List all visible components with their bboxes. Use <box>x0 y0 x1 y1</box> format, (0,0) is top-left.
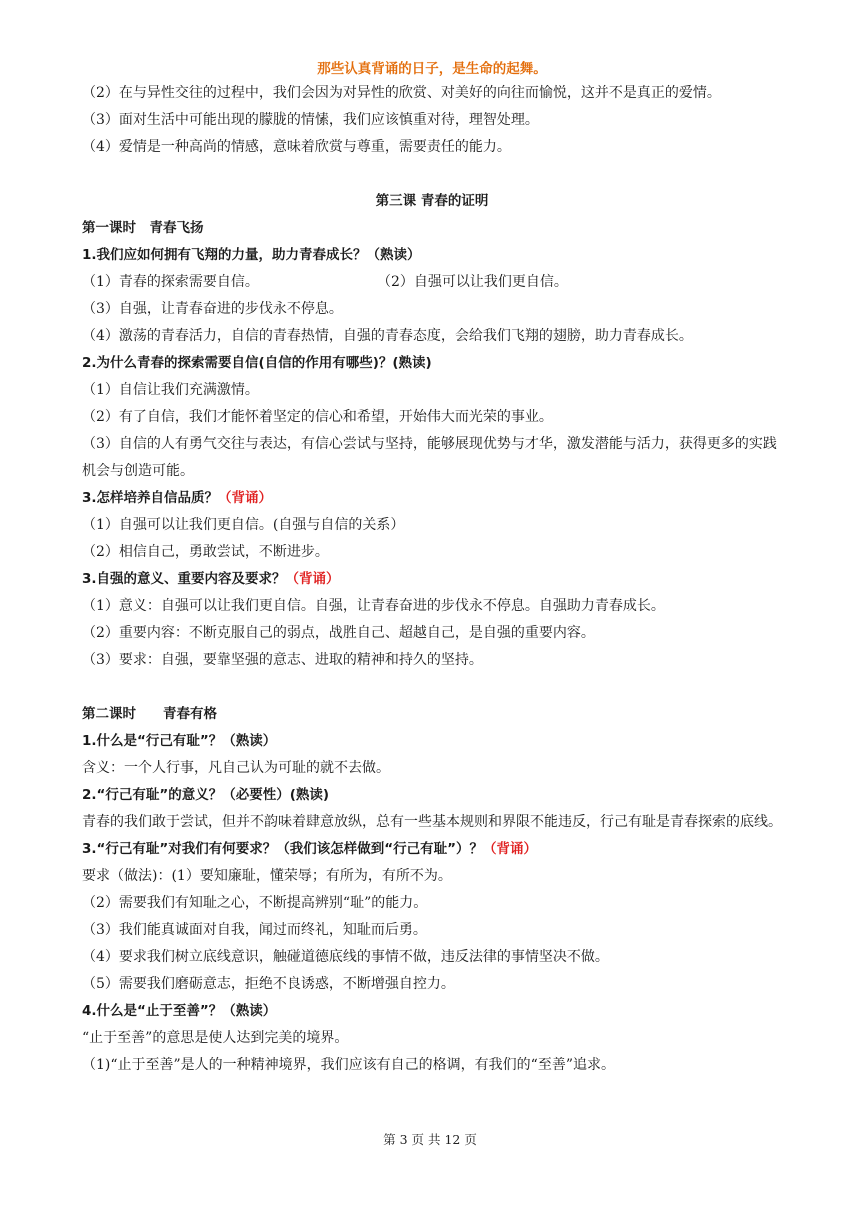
answer-line: （3）要求：自强，要靠坚强的意志、进取的精神和持久的坚持。 <box>82 652 483 668</box>
section-title: 第一课时 青春飞扬 <box>82 220 204 236</box>
answer-line: 含义：一个人行事，凡自己认为可耻的就不去做。 <box>82 760 390 776</box>
question-text: 3.“行己有耻”对我们有何要求？（我们该怎样做到“行己有耻”）？ <box>82 841 484 857</box>
question-tag: （背诵） <box>483 841 538 857</box>
question-tag: （背诵） <box>218 490 273 506</box>
question-heading: 1.什么是“行己有耻”？（熟读） <box>82 733 277 749</box>
answer-line: （1）自强可以让我们更自信。(自强与自信的关系） <box>82 517 405 533</box>
answer-line: （3）自强，让青春奋进的步伐永不停息。 <box>82 301 343 317</box>
answer-line: （2）相信自己，勇敢尝试，不断进步。 <box>82 544 329 560</box>
answer-paragraph: （3）自信的人有勇气交往与表达，有信心尝试与坚持，能够展现优势与才华，激发潜能与活力，获得更多的实践机会与创造可能。 <box>82 436 777 479</box>
intro-item: （3）面对生活中可能出现的朦胧的情愫，我们应该慎重对待，理智处理。 <box>82 112 539 128</box>
answer-line: （3）我们能真诚面对自我，闻过而终礼，知耻而后勇。 <box>82 922 427 938</box>
page-number-footer: 第 3 页 共 12 页 <box>383 1132 477 1147</box>
question-text: 3.自强的意义、重要内容及要求？ <box>82 571 286 587</box>
answer-line: （5）需要我们磨砺意志，拒绝不良诱惑，不断增强自控力。 <box>82 976 455 992</box>
document-page <box>82 58 782 1079</box>
question-heading: 2.为什么青春的探索需要自信(自信的作用有哪些)？(熟读) <box>82 355 432 371</box>
answer-item: （1）青春的探索需要自信。 <box>82 274 259 290</box>
lesson-title: 第三课 青春的证明 <box>375 193 489 209</box>
answer-line: （4）要求我们树立底线意识，触碰道德底线的事情不做，违反法律的事情坚决不做。 <box>82 949 609 965</box>
question-text: 1.我们应如何拥有飞翔的力量，助力青春成长？ <box>82 247 367 263</box>
question-heading: 4.什么是“止于至善”？（熟读） <box>82 1003 277 1019</box>
question-heading <box>82 242 782 269</box>
answer-line: 要求（做法)：(1）要知廉耻，懂荣辱；有所为，有所不为。 <box>82 868 452 884</box>
answer-line <box>82 269 782 296</box>
answer-line: （1)“止于至善”是人的一种精神境界，我们应该有自己的格调，有我们的“至善”追求。 <box>82 1057 615 1073</box>
question-tag: （背诵） <box>285 571 340 587</box>
answer-line: （2）需要我们有知耻之心，不断提高辨别“耻”的能力。 <box>82 895 428 911</box>
question-heading <box>82 485 782 512</box>
question-heading: 2.“行己有耻”的意义？（必要性）(熟读) <box>82 787 330 803</box>
intro-item: （2）在与异性交往的过程中，我们会因为对异性的欣赏、对美好的向往而愉悦，这并不是真正的爱情。 <box>82 85 721 101</box>
motto-header: 那些认真背诵的日子，是生命的起舞。 <box>317 61 547 77</box>
section-title: 第二课时 青春有格 <box>82 706 217 722</box>
question-tag: （熟读） <box>366 247 421 263</box>
answer-line: （2）有了自信，我们才能怀着坚定的信心和希望，开始伟大而光荣的事业。 <box>82 409 553 425</box>
intro-item: （4）爱情是一种高尚的情感，意味着欣赏与尊重，需要责任的能力。 <box>82 139 511 155</box>
answer-line: （2）重要内容：不断克服自己的弱点，战胜自己、超越自己，是自强的重要内容。 <box>82 625 595 641</box>
question-text: 3.怎样培养自信品质？ <box>82 490 219 506</box>
answer-paragraph: 青春的我们敢于尝试，但并不韵味着肆意放纵，总有一些基本规则和界限不能违反，行己有耻是青春探索的底线。 <box>82 814 782 830</box>
question-heading <box>82 836 782 863</box>
answer-line: （1）意义：自强可以让我们更自信。自强，让青春奋进的步伐永不停息。自强助力青春成长。 <box>82 598 665 614</box>
answer-line: “止于至善”的意思是使人达到完美的境界。 <box>82 1030 349 1046</box>
answer-line: （1）自信让我们充满激情。 <box>82 382 259 398</box>
question-heading <box>82 566 782 593</box>
answer-line: （4）激荡的青春活力，自信的青春热情，自强的青春态度，会给我们飞翔的翅膀，助力青春成长。 <box>82 328 693 344</box>
answer-item: （2）自强可以让我们更自信。 <box>377 274 568 290</box>
